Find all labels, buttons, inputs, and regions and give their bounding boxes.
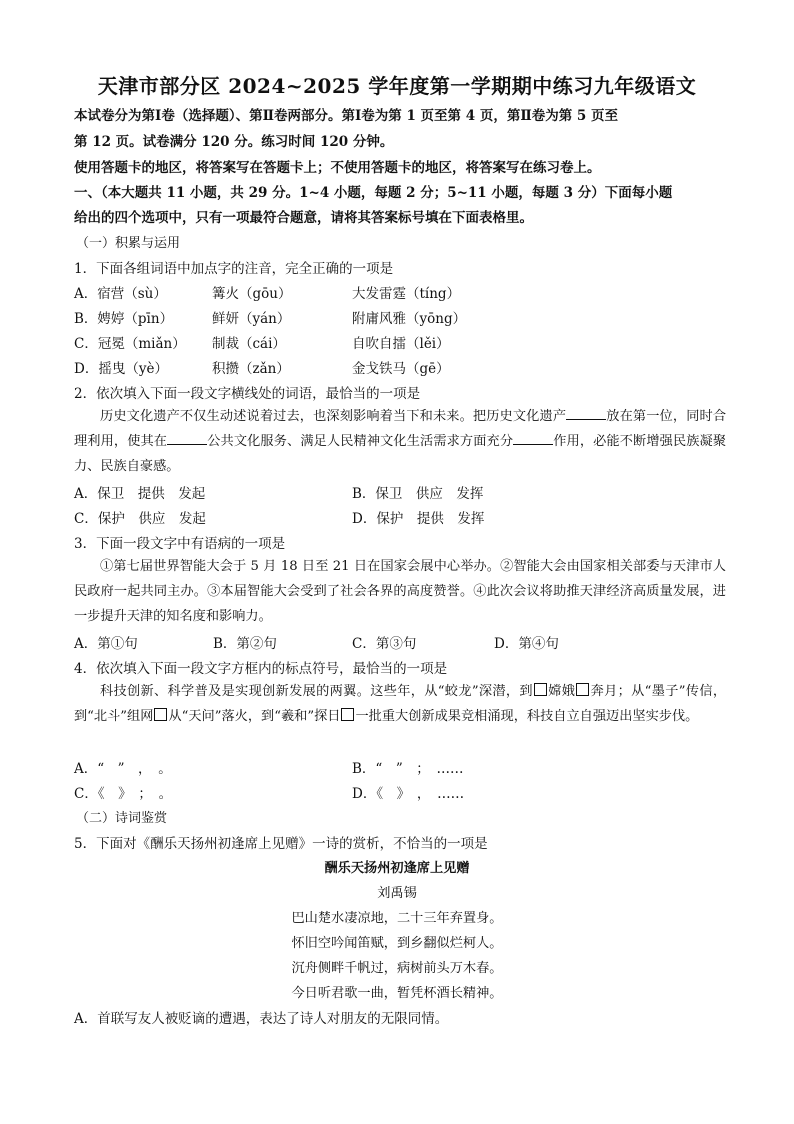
q1-option-a-2: 篝火（gōu） <box>212 286 292 302</box>
poem-line-2: 怀旧空吟闻笛赋，到乡翻似烂柯人。 <box>291 936 503 951</box>
q1-option-d-3: 金戈铁马（gē） <box>352 361 450 377</box>
q2-passage-part-3: 同时合理利用，使其在 <box>74 409 727 449</box>
q4-option-d: D．《 》 ， …… <box>352 786 465 802</box>
q3-stem: 3．下面一段文字中有语病的一项是 <box>74 536 286 552</box>
poem-line-4: 今日听君歌一曲，暂凭杯酒长精神。 <box>291 986 503 1001</box>
part1-heading-line-1: 一、（本大题共 11 小题，共 29 分。1~4 小题，每题 2 分；5~11 小题，每题 3 分）下面每小题 <box>74 185 673 201</box>
q4-passage-part-4: 传信，到“北斗”组网 <box>74 684 727 724</box>
q3-option-b: B．第②句 <box>213 636 277 652</box>
q1-stem: 1．下面各组词语中加点字的注音，完全正确的一项是 <box>74 261 394 277</box>
q4-punct-box-1 <box>534 683 547 696</box>
q3-passage: ①第七届世界智能大会于 5 月 18 日至 21 日在国家会展中心举办。②智能大会由国家相关部委与天津市人民政府一起共同主办。③本届智能大会受到了社会各界的高度赞誉。④此次会议将助推天津经济高质量发展，进一步提升天津的知名度和影响力。 <box>74 559 726 624</box>
q1-option-c-2: 制裁（cái） <box>212 336 286 352</box>
q1-option-a-1: A．宿营（sù） <box>74 286 167 302</box>
q4-option-a: A．“ ” ， 。 <box>74 761 172 777</box>
q2-option-b: B．保卫 供应 发挥 <box>352 486 484 502</box>
q2-option-c: C．保护 供应 发起 <box>74 511 206 527</box>
q1-option-a-3: 大发雷霆（tíng） <box>352 286 461 302</box>
q1-option-d-2: 积攒（zǎn） <box>212 361 290 377</box>
q4-option-b: B．“ ” ； …… <box>352 761 464 777</box>
q4-punct-box-4 <box>341 708 354 721</box>
intro-line-3: 使用答题卡的地区，将答案写在答题卡上；不使用答题卡的地区，将答案写在练习卷上。 <box>74 160 601 176</box>
q5-option-a: A．首联写友人被贬谪的遭遇，表达了诗人对朋友的无限同情。 <box>74 1011 449 1027</box>
q4-passage-part-2: 嫦娥 <box>547 684 576 699</box>
q4-passage-part-5: 从“天问”落火，到“羲和”探日 <box>168 709 341 724</box>
exam-title: 天津市部分区 2024~2025 学年度第一学期期中练习九年级语文 <box>97 74 697 98</box>
q2-stem: 2．依次填入下面一段文字横线处的词语，最恰当的一项是 <box>74 386 421 402</box>
q4-punct-box-2 <box>576 683 589 696</box>
q2-passage-part-6: 增强民族凝聚力、民族自豪感。 <box>74 434 727 474</box>
q4-passage-part-7: 迈出坚实步伐。 <box>606 709 699 724</box>
q2-passage-part-4: 公共文化服务、满足人民精神文化生活需求方面充分 <box>207 434 514 449</box>
section-heading-accumulation: （一）积累与运用 <box>76 236 181 251</box>
q4-punct-box-3 <box>154 708 167 721</box>
q2-passage-part-2: 放在第一位， <box>606 409 687 424</box>
q2-passage-part-5: 作用，必能不断 <box>553 434 647 449</box>
q5-stem: 5．下面对《酬乐天扬州初逢席上见赠》一诗的赏析，不恰当的一项是 <box>74 836 488 852</box>
intro-line-2: 第 12 页。试卷满分 120 分。练习时间 120 分钟。 <box>74 134 394 150</box>
q4-passage-part-3: 奔月；从“墨子” <box>590 684 686 699</box>
q2-option-a: A．保卫 提供 发起 <box>74 486 206 502</box>
q3-option-a: A．第①句 <box>74 636 138 652</box>
part1-heading-line-2: 给出的四个选项中，只有一项最符合题意，请将其答案标号填在下面表格里。 <box>74 210 533 226</box>
q1-option-c-1: C．冠冕（miǎn） <box>74 336 186 352</box>
q2-passage <box>74 404 726 479</box>
q4-passage-part-1: 科技创新、科学普及是实现创新发展的两翼。这些年，从“蛟龙”深潜，到 <box>100 684 533 699</box>
q2-option-d: D．保护 提供 发挥 <box>352 511 485 527</box>
q4-passage <box>74 679 726 729</box>
poem-line-1: 巴山楚水凄凉地，二十三年弃置身。 <box>291 911 503 926</box>
q3-option-d: D．第④句 <box>494 636 559 652</box>
intro-line-1: 本试卷分为第Ⅰ卷（选择题）、第Ⅱ卷两部分。第Ⅰ卷为第 1 页至第 4 页，第Ⅱ卷为第 5 页至 <box>74 108 619 124</box>
q4-option-c: C．《 》 ； 。 <box>74 786 173 802</box>
q1-option-b-2: 鲜妍（yán） <box>212 311 291 327</box>
q4-passage-part-6: 一批重大创新成果竞相涌现，科技自立自强 <box>355 709 607 724</box>
section-heading-poetry: （二）诗词鉴赏 <box>76 811 168 826</box>
q1-option-b-3: 附庸风雅（yōng） <box>352 311 467 327</box>
q1-option-d-1: D．摇曳（yè） <box>74 361 168 377</box>
q2-blank-2 <box>167 432 207 445</box>
q1-option-b-1: B．娉婷（pīn） <box>74 311 174 327</box>
poem-title: 酬乐天扬州初逢席上见赠 <box>324 861 470 876</box>
q4-stem: 4．依次填入下面一段文字方框内的标点符号，最恰当的一项是 <box>74 661 448 677</box>
q1-option-c-3: 自吹自擂（lěi） <box>352 336 450 352</box>
q2-blank-1 <box>566 407 606 420</box>
poem-author: 刘禹锡 <box>377 886 417 901</box>
q2-blank-3 <box>513 432 553 445</box>
q3-option-c: C．第③句 <box>352 636 417 652</box>
poem-line-3: 沉舟侧畔千帆过，病树前头万木春。 <box>291 961 503 976</box>
q2-passage-part-1: 历史文化遗产不仅生动述说着过去，也深刻影响着当下和未来。把历史文化遗产 <box>100 409 567 424</box>
